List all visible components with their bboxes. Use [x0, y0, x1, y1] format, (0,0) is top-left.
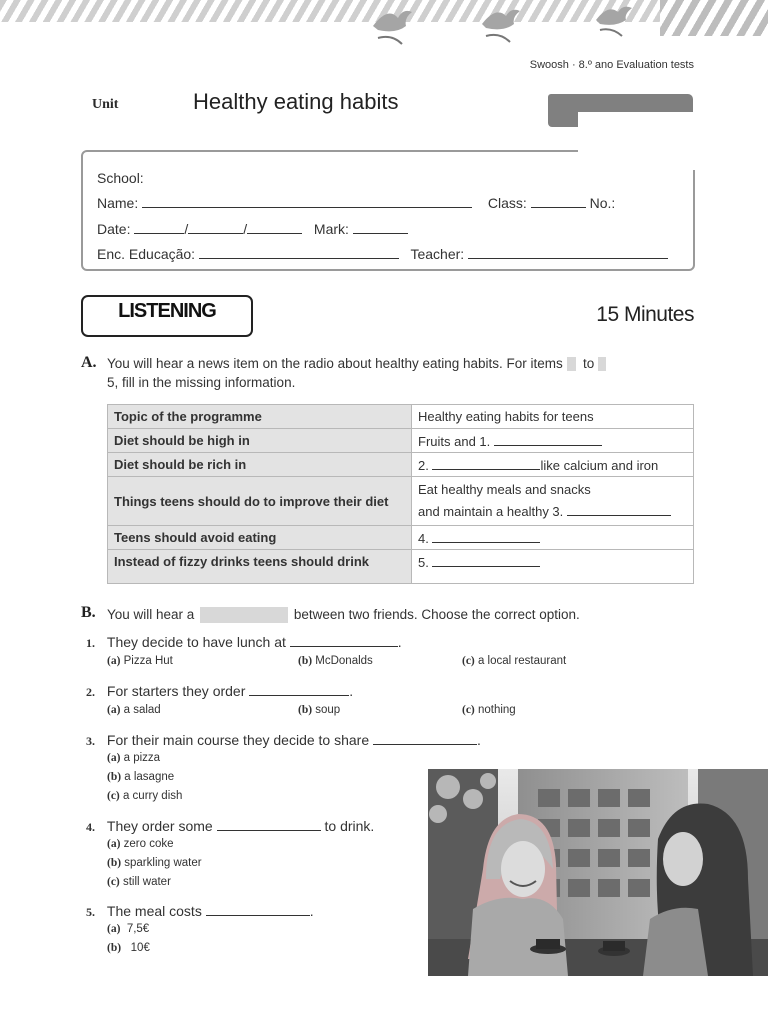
question-blank[interactable]: [249, 683, 349, 696]
option-text: zero coke: [123, 838, 174, 850]
question-blank[interactable]: [373, 732, 477, 745]
question-number: 1.: [86, 636, 95, 650]
option-text: McDonalds: [315, 655, 373, 667]
table-row-label: Topic of the programme: [108, 405, 412, 429]
table-row-value-number: 2.: [418, 457, 429, 473]
option-letter: (a): [107, 838, 121, 850]
bird-icon: [478, 4, 524, 50]
question-number: 4.: [86, 820, 95, 834]
part-a-instruction-to: to: [583, 356, 595, 371]
part-b-instruction-start: You will hear a: [107, 607, 195, 622]
table-row: [108, 550, 694, 584]
option-letter: (b): [107, 942, 122, 954]
answer-2-field[interactable]: [432, 457, 540, 470]
option-letter: (c): [462, 704, 475, 716]
question-text: They order some: [106, 818, 213, 834]
table-row-label: Instead of fizzy drinks teens should drink: [108, 550, 412, 584]
table-row-value-text: Fruits and 1.: [418, 433, 491, 449]
option[interactable]: [107, 704, 161, 716]
teacher-field[interactable]: [468, 246, 668, 259]
section-label: LISTENING: [118, 300, 216, 322]
option-letter: (a): [107, 752, 121, 764]
option-text: a lasagne: [124, 771, 175, 783]
class-label: Class:: [487, 195, 527, 211]
option-letter: (a): [107, 923, 121, 935]
section-time: 15 Minutes: [596, 303, 694, 326]
table-row-value-text: Eat healthy meals and snacks: [418, 482, 591, 497]
series-label: Swoosh · 8.º ano Evaluation tests: [529, 59, 694, 71]
part-a-letter: A.: [81, 354, 97, 371]
table-row: [108, 526, 694, 550]
option[interactable]: [107, 771, 174, 783]
answer-1-field[interactable]: [494, 433, 602, 446]
part-b-letter: B.: [81, 604, 96, 621]
table-row-value: [412, 477, 694, 526]
student-info-box-gap: [578, 146, 696, 170]
date-year-field[interactable]: [247, 221, 302, 234]
table-row-label: Diet should be rich in: [108, 453, 412, 477]
bird-icon: [368, 4, 418, 52]
question-end: to drink.: [324, 818, 375, 834]
option-letter: (c): [107, 790, 120, 802]
friends-cafe-photo: [428, 769, 768, 976]
option-text: soup: [315, 704, 341, 716]
name-row: [97, 195, 615, 211]
question-blank[interactable]: [217, 818, 321, 831]
question: [86, 732, 481, 749]
option-letter: (a): [107, 655, 121, 667]
table-row-value: [412, 526, 694, 550]
bird-icon: [592, 2, 636, 44]
question-number: 3.: [86, 734, 95, 748]
question-end: .: [349, 683, 354, 699]
option-letter: (c): [462, 655, 475, 667]
option[interactable]: [107, 790, 182, 802]
date-month-field[interactable]: [188, 221, 243, 234]
question-text: For their main course they decide to share: [106, 732, 370, 748]
name-field[interactable]: [142, 195, 472, 208]
question-end: .: [397, 634, 402, 650]
option-letter: (b): [107, 857, 122, 869]
question: [86, 634, 402, 651]
question: [86, 903, 314, 920]
question-number: 2.: [86, 685, 95, 699]
option-letter: (b): [298, 655, 313, 667]
answer-3-field[interactable]: [567, 503, 671, 516]
question-blank[interactable]: [206, 903, 310, 916]
part-a-instruction: [107, 354, 697, 392]
option-text: a pizza: [123, 752, 161, 764]
question-text: The meal costs: [106, 903, 202, 919]
option-text: nothing: [477, 704, 516, 716]
option-text: a local restaurant: [477, 655, 567, 667]
table-row-value-text: and maintain a healthy 3.: [418, 504, 564, 519]
option[interactable]: [107, 838, 173, 850]
school-label: School:: [97, 170, 144, 186]
option[interactable]: [107, 923, 149, 935]
part-b-instruction: [107, 605, 580, 624]
question-end: .: [309, 903, 314, 919]
date-day-field[interactable]: [134, 221, 184, 234]
name-label: Name:: [97, 195, 139, 211]
mark-field[interactable]: [353, 221, 408, 234]
option[interactable]: [107, 857, 202, 869]
option-text: still water: [122, 876, 171, 888]
option-text: a salad: [123, 704, 161, 716]
table-row-value: Healthy eating habits for teens: [412, 405, 694, 429]
enc-field[interactable]: [199, 246, 399, 259]
option[interactable]: [107, 942, 150, 954]
date-label: Date:: [97, 221, 131, 237]
question: [86, 818, 374, 835]
table-row-value: [412, 453, 694, 477]
option-text: Pizza Hut: [123, 655, 173, 667]
enc-row: [97, 246, 668, 262]
option[interactable]: [107, 876, 171, 888]
table-row: [108, 453, 694, 477]
option-text: sparkling water: [124, 857, 202, 869]
table-row-value-text: 4.: [418, 530, 429, 546]
answer-4-field[interactable]: [432, 530, 540, 543]
table-row-label: Things teens should do to improve their diet: [108, 477, 412, 526]
option-letter: (b): [298, 704, 313, 716]
school-field[interactable]: [97, 170, 144, 186]
mark-label: Mark:: [313, 221, 349, 237]
table-row-value-text: 5.: [418, 555, 429, 570]
enc-label: Enc. Educação:: [97, 246, 196, 262]
table-row-value-text: like calcium and iron: [540, 457, 659, 473]
question-text: They decide to have lunch at: [106, 634, 286, 650]
table-row-label: Diet should be high in: [108, 429, 412, 453]
date-row: Date: / / Mark:: [97, 221, 408, 237]
option[interactable]: [462, 704, 516, 716]
header-stripe-corner: [660, 0, 768, 36]
option[interactable]: [107, 655, 173, 667]
option-letter: (b): [107, 771, 122, 783]
option[interactable]: [462, 655, 566, 667]
redaction-mark: [598, 357, 606, 371]
part-a-instruction-end: 5, fill in the missing information.: [107, 375, 296, 390]
question-blank[interactable]: [290, 634, 398, 647]
unit-label: Unit: [92, 97, 119, 112]
class-field[interactable]: [531, 195, 586, 208]
info-table: [107, 404, 694, 584]
question-number: 5.: [86, 905, 95, 919]
option-letter: (c): [107, 876, 120, 888]
teacher-label: Teacher:: [410, 246, 465, 262]
table-row: [108, 405, 694, 429]
table-row: [108, 429, 694, 453]
option-text: 10€: [130, 942, 150, 954]
redaction-mark: [200, 607, 288, 623]
number-label: No.:: [589, 195, 616, 211]
question-end: .: [477, 732, 481, 748]
unit-tag-notch: [578, 112, 694, 128]
option[interactable]: [298, 655, 373, 667]
part-a-instruction-start: You will hear a news item on the radio about healthy eating habits. For items: [107, 356, 563, 371]
table-row-label: Teens should avoid eating: [108, 526, 412, 550]
option-letter: (a): [107, 704, 121, 716]
part-b-instruction-end: between two friends. Choose the correct option.: [293, 607, 580, 622]
option-text: 7,5€: [126, 923, 150, 935]
question: [86, 683, 353, 700]
table-row-value: [412, 429, 694, 453]
table-row: [108, 477, 694, 526]
question-text: For starters they order: [106, 683, 246, 699]
table-row-value: [412, 550, 694, 584]
answer-5-field[interactable]: [432, 554, 540, 567]
option-text: a curry dish: [122, 790, 183, 802]
option[interactable]: [298, 704, 340, 716]
redaction-mark: [567, 357, 576, 371]
page-title: Healthy eating habits: [193, 89, 399, 114]
option[interactable]: [107, 752, 160, 764]
